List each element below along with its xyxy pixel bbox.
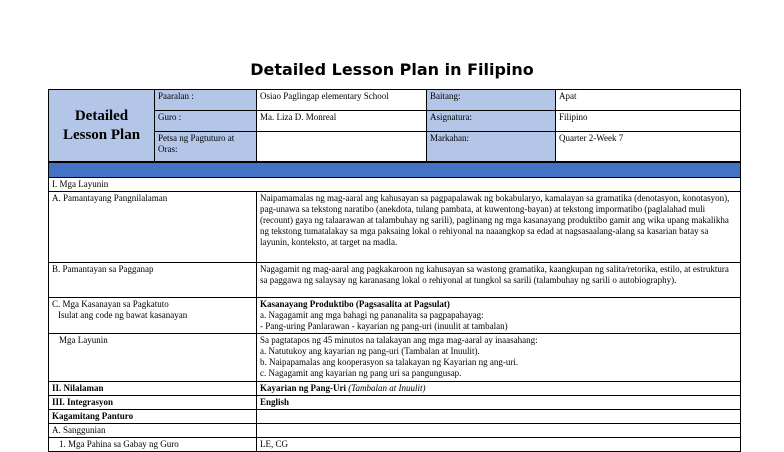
nilalaman-note: (Tambalan at Inuulit) <box>348 383 426 393</box>
document-title: Detailed Lesson Plan in Filipino <box>250 60 534 79</box>
asignatura-value[interactable]: Filipino <box>556 111 741 132</box>
integrasyon-value[interactable]: English <box>257 396 741 410</box>
markahan-label: Markahan: <box>427 132 556 162</box>
lesson-body-table <box>48 162 741 452</box>
guro-value[interactable]: Ma. Liza D. Monreal <box>257 111 427 132</box>
kasanayan-sub: Isulat ang code ng bawat kasanayan <box>58 310 188 320</box>
kasanayan-cell <box>49 298 257 334</box>
pangnilalaman-label: A. Pamantayang Pangnilalaman <box>49 192 257 263</box>
kasanayan-line2: - Pang-uring Panlarawan - kayarian ng pang-uri (inuulit at tambalan) <box>260 321 508 331</box>
kasanayan-heading: Kasanayang Produktibo (Pagsasalita at Pagsulat) <box>260 299 450 309</box>
pagganap-text[interactable]: Nagagamit ng mag-aaral ang pagkakaroon ng kahusayan sa wastong gramatika, kaangkupan ng salita/retorika, estilo, at estruktura sa paggawa ng salaysay ng karanasang lokal o rehiyonal at tungkol sa sarili (talambuhay ng sarili o autobiography). <box>257 263 741 298</box>
paaralan-value[interactable]: Osiao Paglingap elementary School <box>257 90 427 111</box>
baitang-label: Baitang: <box>427 90 556 111</box>
kasanayan-content[interactable] <box>257 298 741 334</box>
mga-layunin-b: b. Naipapamalas ang kooperasyon sa talakayan ng Kayarian ng ang-uri. <box>260 357 519 367</box>
kasanayan-line1: a. Nagagamit ang mga bahagi ng pananalita sa pagpapahayag: <box>260 310 484 320</box>
paaralan-label: Paaralan : <box>155 90 257 111</box>
nilalaman-content[interactable] <box>257 382 741 396</box>
petsa-value[interactable] <box>257 132 427 162</box>
pagganap-label: B. Pamantayan sa Pagganap <box>49 263 257 298</box>
pahina-label: 1. Mga Pahina sa Gabay ng Guro <box>49 438 257 452</box>
markahan-value[interactable]: Quarter 2-Week 7 <box>556 132 741 162</box>
dlp-label <box>49 90 155 162</box>
asignatura-label: Asignatura: <box>427 111 556 132</box>
nilalaman-label: II. Nilalaman <box>49 382 257 396</box>
integrasyon-label: III. Integrasyon <box>49 396 257 410</box>
nilalaman-value: Kayarian ng Pang-Uri <box>260 383 347 393</box>
kagamitang-label: Kagamitang Panturo <box>49 410 257 424</box>
mga-layunin-content[interactable] <box>257 334 741 382</box>
mga-layunin-intro: Sa pagtatapos ng 45 minutos na talakayan ang mga mag-aaral ay inaasahang: <box>260 335 538 345</box>
guro-label: Guro : <box>155 111 257 132</box>
mga-layunin-c: c. Nagagamit ang kayarian ng pang uri sa pangungusap. <box>260 368 462 378</box>
pangnilalaman-text[interactable]: Naipamamalas ng mag-aaral ang kahusayan sa pagpapalawak ng bokabularyo, kamalayan sa gramatika (denotasyon, konotasyon), pag-unawa sa tekstong naratibo (anekdota, tulang pambata, at kuwentong-bayan) at tekstong impormatibo (paglalahad muli (recount) gaya ng talaarawan at talambuhay ng sarili), paglinang ng mga kasanayang produktibo gamit ang wika upang makalikha ng tekstong tumatalakay sa mga paksaing lokal o rehiyonal na naaangkop sa edad at nagsasaalang-alang sa kasarian batay sa layunin, konteksto, at target na madla. <box>257 192 741 263</box>
sanggunian-value[interactable] <box>257 424 741 438</box>
kasanayan-label: C. Mga Kasanayan sa Pagkatuto <box>52 299 169 309</box>
mga-layunin-label: Mga Layunin <box>49 334 257 382</box>
mga-layunin-a: a. Natutukoy ang kayarian ng pang-uri (Tambalan at Inuulit). <box>260 346 480 356</box>
petsa-label: Petsa ng Pagtuturo at Oras: <box>155 132 257 162</box>
layunin-heading: I. Mga Layunin <box>49 178 741 192</box>
pahina-value[interactable]: LE, CG <box>257 438 741 452</box>
baitang-value[interactable]: Apat <box>556 90 741 111</box>
dlp-line2: Lesson Plan <box>62 126 141 143</box>
dlp-line1: Detailed <box>74 107 129 124</box>
sanggunian-label: A. Sanggunian <box>49 424 257 438</box>
blue-band <box>49 163 741 178</box>
header-table <box>48 89 741 162</box>
kagamitang-value[interactable] <box>257 410 741 424</box>
